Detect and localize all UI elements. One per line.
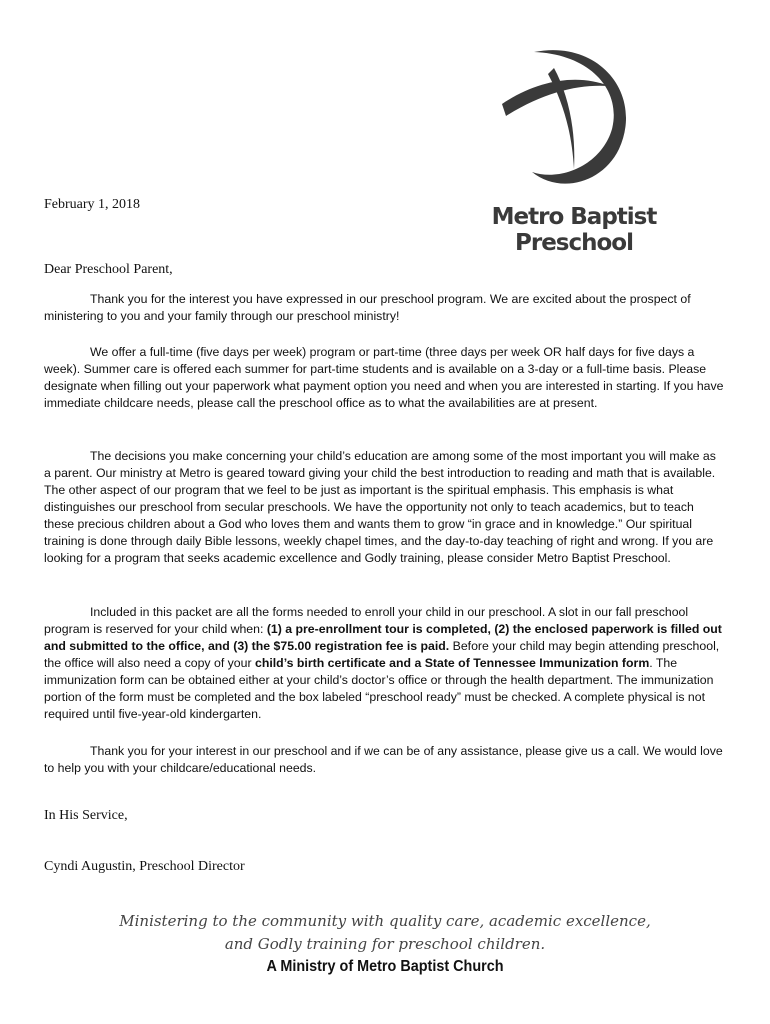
preschool-logo [474, 44, 674, 266]
signature: Cyndi Augustin, Preschool Director [44, 859, 245, 874]
logo-title-line1: Metro Baptist [491, 204, 657, 230]
closing: In His Service, [44, 808, 128, 823]
paragraph-4-middle: Before your child may begin attending preschool, the office will also need a copy of your [44, 639, 720, 670]
logo-crescent-cross-icon [494, 44, 644, 194]
footer-motto-line2: and Godly training for preschool children. [224, 935, 546, 953]
enrollment-requirements: (1) a pre-enrollment tour is completed, (2) the enclosed paperwork is filled out and submitted to the office, and (3) the $75.00 registration fee is paid. [44, 622, 722, 653]
letter-date: February 1, 2018 [44, 197, 141, 212]
paragraph-4-end: . The immunization form can be obtained either at your child’s doctor’s office or through the health department. The immunization portion of the form must be completed and the box labeled “preschool ready” must be checked. A complete physical is not required until five-year-old kindergarten. [44, 656, 714, 721]
paragraph-5: Thank you for your interest in our preschool and if we can be of any assistance, please give us a call. We would love to help you with your childcare/educational needs. [44, 744, 723, 775]
paragraph-3: The decisions you make concerning your child’s education are among some of the most important you will make as a parent. Our ministry at Metro is geared toward giving your child the best introduction to reading and math that is available. The other aspect of our program that we feel to be just as important is the spiritual emphasis. This emphasis is what distinguishes our preschool from secular preschools. We have the opportunity not only to teach academics, but to teach these precious children about a God who loves them and wants them to grow “in grace and in knowledge.” Our spiritual training is done through daily Bible lessons, weekly chapel times, and the day-to-day teaching of right and wrong. If you are looking for a program that seeks academic excellence and Godly training, please consider Metro Baptist Preschool. [44, 449, 716, 565]
paragraph-4-intro: Included in this packet are all the forms needed to enroll your child in our preschool. A slot in our fall preschool program is reserved for your child when: [44, 605, 689, 636]
required-documents: child’s birth certificate and a State of Tennessee Immunization form [255, 656, 650, 670]
paragraph-2: We offer a full-time (five days per week) program or part-time (three days per week OR half days for five days a week). Summer care is offered each summer for part-time students and is available on a 3-day or a full-time basis. Please designate when filling out your paperwork what payment option you need and when you are interested in starting. If you have immediate childcare needs, please call the preschool office as to what the availabilities are at present. [44, 345, 724, 410]
logo-title-line2: Preschool [515, 230, 633, 256]
footer-ministry: A Ministry of Metro Baptist Church [266, 958, 504, 975]
paragraph-1: Thank you for the interest you have expressed in our preschool program. We are excited about the prospect of ministering to you and your family through our preschool ministry! [44, 292, 691, 323]
paragraph-4 [44, 604, 726, 723]
salutation: Dear Preschool Parent, [44, 262, 173, 277]
footer-motto-line1: Ministering to the community with quality care, academic excellence, [119, 912, 651, 930]
